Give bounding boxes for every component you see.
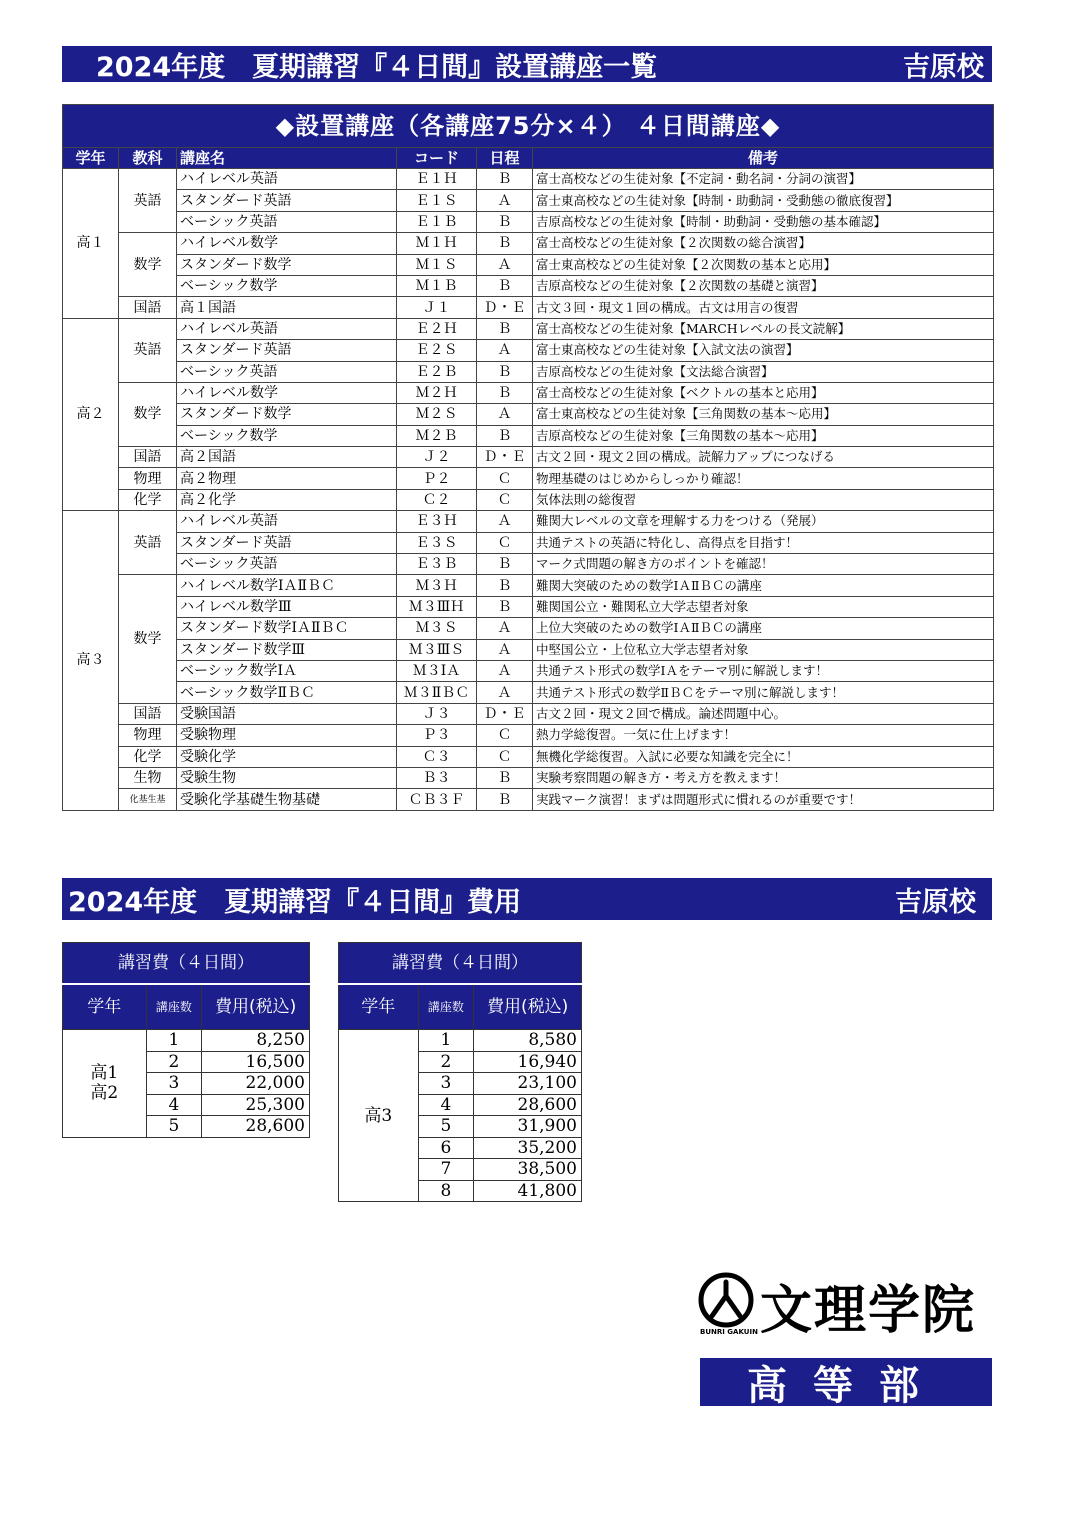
course-name-cell: ハイレベル数学 bbox=[177, 233, 397, 254]
fee-price-cell: 31,900 bbox=[474, 1116, 582, 1138]
schedule-cell: Ａ bbox=[477, 639, 533, 660]
fee-price-cell: 38,500 bbox=[474, 1159, 582, 1181]
code-cell: Ｍ１Ｓ bbox=[397, 254, 477, 275]
schedule-cell: Ｂ bbox=[477, 575, 533, 596]
schedule-cell: Ｂ bbox=[477, 169, 533, 190]
subject-cell: 国語 bbox=[119, 447, 177, 468]
code-cell: Ｃ３ bbox=[397, 746, 477, 767]
note-cell: 実験考察問題の解き方・考え方を教えます！ bbox=[533, 767, 994, 788]
fee-header-grade: 学年 bbox=[339, 984, 419, 1030]
table-row bbox=[63, 468, 994, 489]
code-cell: Ｍ２Ｂ bbox=[397, 425, 477, 446]
fee-header-grade: 学年 bbox=[63, 984, 147, 1030]
note-cell: 難関国公立・難関私立大学志望者対象 bbox=[533, 596, 994, 617]
course-name-cell: スタンダード英語 bbox=[177, 340, 397, 361]
schedule-cell: Ｂ bbox=[477, 767, 533, 788]
table-row bbox=[63, 767, 994, 788]
fee-price-cell: 22,000 bbox=[202, 1073, 310, 1095]
table-row bbox=[63, 1030, 310, 1052]
note-cell: 古文２回・現文２回の構成。読解力アップにつなげる bbox=[533, 447, 994, 468]
fee-header-price: 費用(税込) bbox=[474, 984, 582, 1030]
table-row bbox=[63, 660, 994, 681]
course-name-cell: スタンダード数学 bbox=[177, 254, 397, 275]
fee-count-cell: 6 bbox=[418, 1137, 474, 1159]
header-subject: 教科 bbox=[119, 148, 177, 169]
code-cell: Ｍ３ⅡＢＣ bbox=[397, 682, 477, 703]
note-cell: 難関大レベルの文章を理解する力をつける（発展） bbox=[533, 511, 994, 532]
fee-count-cell: 5 bbox=[418, 1116, 474, 1138]
course-table bbox=[62, 104, 994, 811]
course-name-cell: ベーシック数学 bbox=[177, 275, 397, 296]
fee-table-1-2 bbox=[62, 942, 310, 1138]
code-cell: Ｍ１Ｈ bbox=[397, 233, 477, 254]
table-row bbox=[63, 596, 994, 617]
code-cell: Ｐ２ bbox=[397, 468, 477, 489]
fee-price-cell: 28,600 bbox=[202, 1116, 310, 1138]
table-row bbox=[63, 532, 994, 553]
course-name-cell: 高２化学 bbox=[177, 489, 397, 510]
fee-grade-cell bbox=[339, 1030, 419, 1202]
schedule-cell: Ｂ bbox=[477, 596, 533, 617]
fee-header-count: 講座数 bbox=[418, 984, 474, 1030]
schedule-cell: Ｂ bbox=[477, 233, 533, 254]
subject-cell: 数学 bbox=[119, 575, 177, 703]
schedule-cell: Ｄ・Ｅ bbox=[477, 703, 533, 724]
course-name-cell: ベーシック英語 bbox=[177, 554, 397, 575]
note-cell: 物理基礎のはじめからしっかり確認！ bbox=[533, 468, 994, 489]
grade-cell: 高１ bbox=[63, 169, 119, 319]
fee-count-cell: 3 bbox=[146, 1073, 202, 1095]
note-cell: 古文３回・現文１回の構成。古文は用言の復習 bbox=[533, 297, 994, 318]
fee-count-cell: 2 bbox=[146, 1051, 202, 1073]
fee-table-title: 講習費（４日間） bbox=[339, 943, 582, 985]
table-row bbox=[63, 275, 994, 296]
fee-grade-label: 高3 bbox=[364, 1105, 393, 1126]
schedule-banner-title: 2024年度 夏期講習『４日間』設置講座一覧 bbox=[96, 51, 658, 83]
table-row bbox=[63, 725, 994, 746]
note-cell: 吉原高校などの生徒対象【時制・助動詞・受動態の基本確認】 bbox=[533, 211, 994, 232]
note-cell: 無機化学総復習。入試に必要な知識を完全に！ bbox=[533, 746, 994, 767]
schedule-cell: Ａ bbox=[477, 511, 533, 532]
fee-grade-label: 高2 bbox=[90, 1083, 119, 1104]
schedule-cell: Ａ bbox=[477, 618, 533, 639]
fee-table-title: 講習費（４日間） bbox=[63, 943, 310, 985]
course-name-cell: ベーシック英語 bbox=[177, 361, 397, 382]
table-row bbox=[63, 211, 994, 232]
course-name-cell: スタンダード数学Ⅲ bbox=[177, 639, 397, 660]
course-name-cell: スタンダード数学ⅠＡⅡＢＣ bbox=[177, 618, 397, 639]
table-row bbox=[63, 639, 994, 660]
fee-price-cell: 35,200 bbox=[474, 1137, 582, 1159]
schedule-banner bbox=[62, 46, 992, 82]
schedule-cell: Ａ bbox=[477, 340, 533, 361]
schedule-cell: Ｄ・Ｅ bbox=[477, 297, 533, 318]
code-cell: Ｅ３Ｂ bbox=[397, 554, 477, 575]
schedule-cell: Ａ bbox=[477, 660, 533, 681]
code-cell: Ｍ３ⅠＡ bbox=[397, 660, 477, 681]
table-row bbox=[63, 297, 994, 318]
course-name-cell: ハイレベル数学 bbox=[177, 382, 397, 403]
fee-price-cell: 23,100 bbox=[474, 1073, 582, 1095]
fee-count-cell: 3 bbox=[418, 1073, 474, 1095]
fee-count-cell: 5 bbox=[146, 1116, 202, 1138]
school-name: 吉原校 bbox=[903, 51, 984, 83]
code-cell: Ｊ３ bbox=[397, 703, 477, 724]
header-grade: 学年 bbox=[63, 148, 119, 169]
course-name-cell: スタンダード英語 bbox=[177, 532, 397, 553]
course-name-cell: 高２国語 bbox=[177, 447, 397, 468]
note-cell: 難関大突破のための数学ⅠＡⅡＢＣの講座 bbox=[533, 575, 994, 596]
subject-cell: 化基生基 bbox=[119, 789, 177, 810]
table-row bbox=[63, 340, 994, 361]
fee-price-cell: 41,800 bbox=[474, 1180, 582, 1202]
code-cell: Ｍ３ⅢＨ bbox=[397, 596, 477, 617]
subject-cell: 化学 bbox=[119, 489, 177, 510]
code-cell: Ｅ２Ｓ bbox=[397, 340, 477, 361]
schedule-cell: Ａ bbox=[477, 404, 533, 425]
table-row bbox=[63, 575, 994, 596]
code-cell: Ｅ２Ｂ bbox=[397, 361, 477, 382]
note-cell: 富士高校などの生徒対象【不定詞・動名詞・分詞の演習】 bbox=[533, 169, 994, 190]
code-cell: Ｊ１ bbox=[397, 297, 477, 318]
table-row bbox=[63, 489, 994, 510]
grade-cell: 高２ bbox=[63, 318, 119, 511]
code-cell: Ｂ３ bbox=[397, 767, 477, 788]
note-cell: 富士高校などの生徒対象【ベクトルの基本と応用】 bbox=[533, 382, 994, 403]
course-name-cell: 受験化学基礎生物基礎 bbox=[177, 789, 397, 810]
code-cell: Ｅ１Ｓ bbox=[397, 190, 477, 211]
table-row bbox=[63, 511, 994, 532]
course-name-cell: 高２物理 bbox=[177, 468, 397, 489]
course-name-cell: 受験国語 bbox=[177, 703, 397, 724]
note-cell: 富士高校などの生徒対象【２次関数の総合演習】 bbox=[533, 233, 994, 254]
code-cell: Ｍ１Ｂ bbox=[397, 275, 477, 296]
note-cell: 古文２回・現文２回で構成。論述問題中心。 bbox=[533, 703, 994, 724]
table-row bbox=[63, 318, 994, 339]
table-row bbox=[339, 1030, 582, 1052]
fee-banner-title: 2024年度 夏期講習『４日間』費用 bbox=[68, 886, 522, 918]
code-cell: Ｃ２ bbox=[397, 489, 477, 510]
fee-price-cell: 8,580 bbox=[474, 1030, 582, 1052]
note-cell: 熱力学総復習。一気に仕上げます！ bbox=[533, 725, 994, 746]
schedule-cell: Ｂ bbox=[477, 789, 533, 810]
course-table-title: ◆設置講座（各講座75分×４） ４日間講座◆ bbox=[63, 105, 994, 148]
subject-cell: 物理 bbox=[119, 468, 177, 489]
code-cell: Ｅ３Ｓ bbox=[397, 532, 477, 553]
note-cell: 上位大突破のための数学ⅠＡⅡＢＣの講座 bbox=[533, 618, 994, 639]
fee-count-cell: 1 bbox=[418, 1030, 474, 1052]
note-cell: マーク式問題の解き方のポイントを確認！ bbox=[533, 554, 994, 575]
schedule-cell: Ｃ bbox=[477, 725, 533, 746]
note-cell: 吉原高校などの生徒対象【２次関数の基礎と演習】 bbox=[533, 275, 994, 296]
schedule-cell: Ｂ bbox=[477, 554, 533, 575]
note-cell: 富士高校などの生徒対象【MARCHレベルの長文読解】 bbox=[533, 318, 994, 339]
header-course-name: 講座名 bbox=[177, 148, 397, 169]
code-cell: Ｅ１Ｈ bbox=[397, 169, 477, 190]
schedule-cell: Ｂ bbox=[477, 425, 533, 446]
header-code: コード bbox=[397, 148, 477, 169]
fee-price-cell: 16,500 bbox=[202, 1051, 310, 1073]
table-row bbox=[63, 447, 994, 468]
note-cell: 共通テスト形式の数学ⅡＢＣをテーマ別に解説します！ bbox=[533, 682, 994, 703]
subject-cell: 生物 bbox=[119, 767, 177, 788]
schedule-cell: Ａ bbox=[477, 254, 533, 275]
note-cell: 気体法則の総復習 bbox=[533, 489, 994, 510]
schedule-cell: Ｂ bbox=[477, 211, 533, 232]
schedule-cell: Ｃ bbox=[477, 468, 533, 489]
table-row bbox=[63, 169, 994, 190]
logo-department: 高等部 bbox=[700, 1358, 992, 1406]
fee-banner bbox=[62, 878, 992, 920]
schedule-cell: Ａ bbox=[477, 190, 533, 211]
code-cell: Ｍ２Ｈ bbox=[397, 382, 477, 403]
note-cell: 吉原高校などの生徒対象【文法総合演習】 bbox=[533, 361, 994, 382]
schedule-cell: Ｂ bbox=[477, 361, 533, 382]
fee-table-3 bbox=[338, 942, 582, 1202]
course-name-cell: スタンダード数学 bbox=[177, 404, 397, 425]
course-name-cell: 受験化学 bbox=[177, 746, 397, 767]
course-name-cell: 受験物理 bbox=[177, 725, 397, 746]
note-cell: 共通テストの英語に特化し、高得点を目指す！ bbox=[533, 532, 994, 553]
subject-cell: 国語 bbox=[119, 703, 177, 724]
course-table-body bbox=[63, 169, 994, 811]
schedule-cell: Ｂ bbox=[477, 275, 533, 296]
subject-cell: 数学 bbox=[119, 233, 177, 297]
course-name-cell: ハイレベル数学Ⅲ bbox=[177, 596, 397, 617]
course-name-cell: ハイレベル英語 bbox=[177, 511, 397, 532]
course-name-cell: ハイレベル英語 bbox=[177, 318, 397, 339]
table-row bbox=[63, 789, 994, 810]
subject-cell: 物理 bbox=[119, 725, 177, 746]
code-cell: Ｐ３ bbox=[397, 725, 477, 746]
note-cell: 吉原高校などの生徒対象【三角関数の基本～応用】 bbox=[533, 425, 994, 446]
fee-school-name: 吉原校 bbox=[895, 886, 976, 918]
grade-cell: 高３ bbox=[63, 511, 119, 810]
subject-cell: 化学 bbox=[119, 746, 177, 767]
table-row bbox=[63, 233, 994, 254]
table-row bbox=[63, 618, 994, 639]
fee-price-cell: 25,300 bbox=[202, 1094, 310, 1116]
code-cell: Ｅ３Ｈ bbox=[397, 511, 477, 532]
note-cell: 中堅国公立・上位私立大学志望者対象 bbox=[533, 639, 994, 660]
subject-cell: 英語 bbox=[119, 318, 177, 382]
schedule-cell: Ｄ・Ｅ bbox=[477, 447, 533, 468]
table-row bbox=[63, 254, 994, 275]
note-cell: 富士東高校などの生徒対象【三角関数の基本～応用】 bbox=[533, 404, 994, 425]
note-cell: 共通テスト形式の数学ⅠＡをテーマ別に解説します！ bbox=[533, 660, 994, 681]
fee-price-cell: 16,940 bbox=[474, 1051, 582, 1073]
table-row bbox=[63, 382, 994, 403]
schedule-cell: Ｂ bbox=[477, 382, 533, 403]
fee-count-cell: 8 bbox=[418, 1180, 474, 1202]
fee-grade-cell bbox=[63, 1030, 147, 1138]
course-name-cell: ベーシック英語 bbox=[177, 211, 397, 232]
course-name-cell: ベーシック数学 bbox=[177, 425, 397, 446]
schedule-cell: Ｃ bbox=[477, 532, 533, 553]
subject-cell: 英語 bbox=[119, 169, 177, 233]
table-row bbox=[63, 425, 994, 446]
code-cell: Ｅ１Ｂ bbox=[397, 211, 477, 232]
fee-count-cell: 2 bbox=[418, 1051, 474, 1073]
code-cell: Ｍ３Ｈ bbox=[397, 575, 477, 596]
fee-count-cell: 7 bbox=[418, 1159, 474, 1181]
note-cell: 富士東高校などの生徒対象【２次関数の基本と応用】 bbox=[533, 254, 994, 275]
table-row bbox=[63, 404, 994, 425]
subject-cell: 国語 bbox=[119, 297, 177, 318]
fee-price-cell: 28,600 bbox=[474, 1094, 582, 1116]
code-cell: Ｍ２Ｓ bbox=[397, 404, 477, 425]
course-name-cell: ハイレベル数学ⅠＡⅡＢＣ bbox=[177, 575, 397, 596]
course-name-cell: ベーシック数学ⅡＢＣ bbox=[177, 682, 397, 703]
code-cell: Ｍ３ⅢＳ bbox=[397, 639, 477, 660]
code-cell: Ｅ２Ｈ bbox=[397, 318, 477, 339]
schedule-cell: Ｃ bbox=[477, 489, 533, 510]
note-cell: 富士東高校などの生徒対象【入試文法の演習】 bbox=[533, 340, 994, 361]
note-cell: 富士東高校などの生徒対象【時制・助動詞・受動態の徹底復習】 bbox=[533, 190, 994, 211]
logo-romaji: BUNRI GAKUIN bbox=[700, 1328, 758, 1336]
fee-count-cell: 4 bbox=[418, 1094, 474, 1116]
brand-logo bbox=[698, 1270, 992, 1410]
fee-header-count: 講座数 bbox=[146, 984, 202, 1030]
fee-header-price: 費用(税込) bbox=[202, 984, 310, 1030]
logo-mark-icon bbox=[698, 1272, 754, 1328]
fee-price-cell: 8,250 bbox=[202, 1030, 310, 1052]
table-row bbox=[63, 190, 994, 211]
header-schedule: 日程 bbox=[477, 148, 533, 169]
course-name-cell: スタンダード英語 bbox=[177, 190, 397, 211]
table-row bbox=[63, 554, 994, 575]
course-name-cell: 高１国語 bbox=[177, 297, 397, 318]
fee-grade-label: 高1 bbox=[90, 1063, 119, 1084]
table-row bbox=[63, 746, 994, 767]
table-row bbox=[63, 361, 994, 382]
code-cell: Ｊ２ bbox=[397, 447, 477, 468]
table-row bbox=[63, 682, 994, 703]
course-name-cell: 受験生物 bbox=[177, 767, 397, 788]
fee-count-cell: 1 bbox=[146, 1030, 202, 1052]
logo-name: 文理学院 bbox=[760, 1281, 977, 1341]
schedule-cell: Ａ bbox=[477, 682, 533, 703]
header-note: 備考 bbox=[533, 148, 994, 169]
note-cell: 実践マーク演習！まずは問題形式に慣れるのが重要です！ bbox=[533, 789, 994, 810]
subject-cell: 英語 bbox=[119, 511, 177, 575]
schedule-cell: Ｂ bbox=[477, 318, 533, 339]
fee-count-cell: 4 bbox=[146, 1094, 202, 1116]
course-name-cell: ハイレベル英語 bbox=[177, 169, 397, 190]
schedule-cell: Ｃ bbox=[477, 746, 533, 767]
subject-cell: 数学 bbox=[119, 382, 177, 446]
code-cell: Ｍ３Ｓ bbox=[397, 618, 477, 639]
course-name-cell: ベーシック数学ⅠＡ bbox=[177, 660, 397, 681]
table-row bbox=[63, 703, 994, 724]
code-cell: ＣＢ３Ｆ bbox=[397, 789, 477, 810]
